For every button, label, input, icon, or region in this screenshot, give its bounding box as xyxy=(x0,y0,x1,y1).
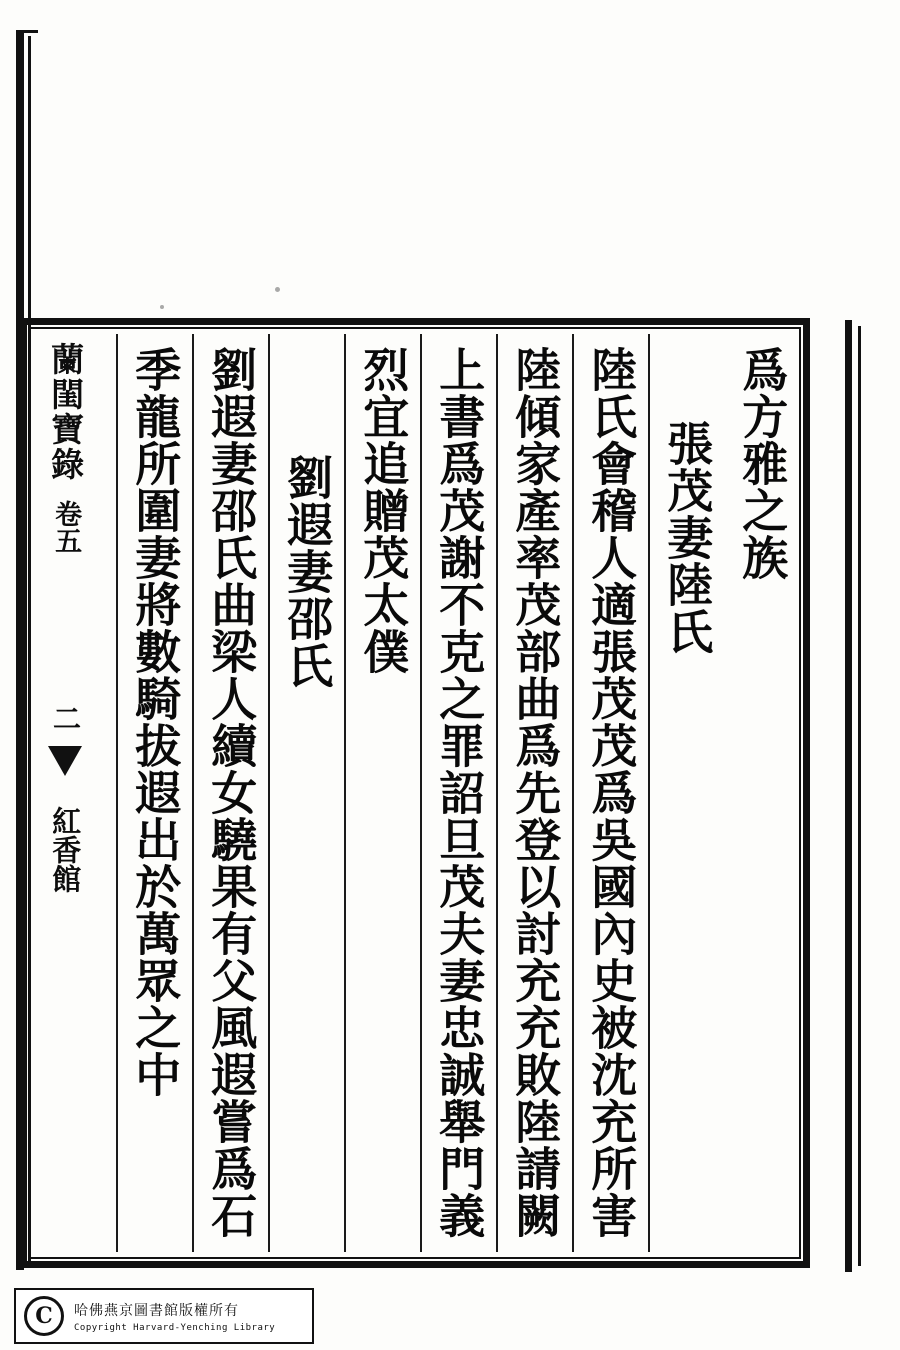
text-column-heading xyxy=(268,334,344,1252)
text-column xyxy=(344,334,420,1252)
column-text: 陸傾家產率茂部曲爲先登以討充充敗陸請闕 xyxy=(508,346,563,1239)
column-text: 上書爲茂謝不克之罪詔旦茂夫妻忠誠舉門義 xyxy=(432,346,487,1239)
text-columns xyxy=(100,334,800,1252)
page-number: 二 xyxy=(49,704,82,732)
book-title: 蘭閨寶錄 xyxy=(46,342,86,482)
scan-speckle xyxy=(160,305,164,309)
top-margin-rule xyxy=(16,30,38,33)
text-column xyxy=(724,334,800,1252)
column-text: 劉遐妻邵氏曲梁人續女驍果有父風遐嘗爲石 xyxy=(204,346,259,1239)
scan-speckle xyxy=(275,287,280,292)
adjacent-leaf-rule-thin xyxy=(858,326,861,1266)
column-text: 烈宜追贈茂太僕 xyxy=(356,346,411,675)
text-column xyxy=(572,334,648,1252)
column-text: 劉遐妻邵氏 xyxy=(280,454,335,689)
column-text: 季龍所圍妻將數騎拔遐出於萬眾之中 xyxy=(128,346,183,1098)
banxin-center-column xyxy=(36,332,94,1254)
text-column xyxy=(496,334,572,1252)
text-column-heading xyxy=(648,334,724,1252)
publisher-hall-name: 紅香館 xyxy=(48,806,83,893)
library-copyright-stamp xyxy=(14,1288,314,1344)
juan-number: 卷五 xyxy=(50,500,82,554)
column-text: 爲方雅之族 xyxy=(735,346,790,581)
column-text: 張茂妻陸氏 xyxy=(660,420,715,655)
fishtail-mark xyxy=(48,746,82,776)
stamp-text-block xyxy=(74,1300,275,1333)
text-column xyxy=(420,334,496,1252)
adjacent-leaf-rule-thick xyxy=(845,320,852,1272)
copyright-icon: C xyxy=(24,1296,64,1336)
text-column xyxy=(192,334,268,1252)
stamp-chinese-text: 哈佛燕京圖書館版權所有 xyxy=(74,1302,239,1319)
stamp-english-text: Copyright Harvard-Yenching Library xyxy=(74,1322,276,1333)
text-column xyxy=(116,334,192,1252)
column-text: 陸氏會稽人適張茂茂爲吳國內史被沈充所害 xyxy=(584,346,639,1239)
